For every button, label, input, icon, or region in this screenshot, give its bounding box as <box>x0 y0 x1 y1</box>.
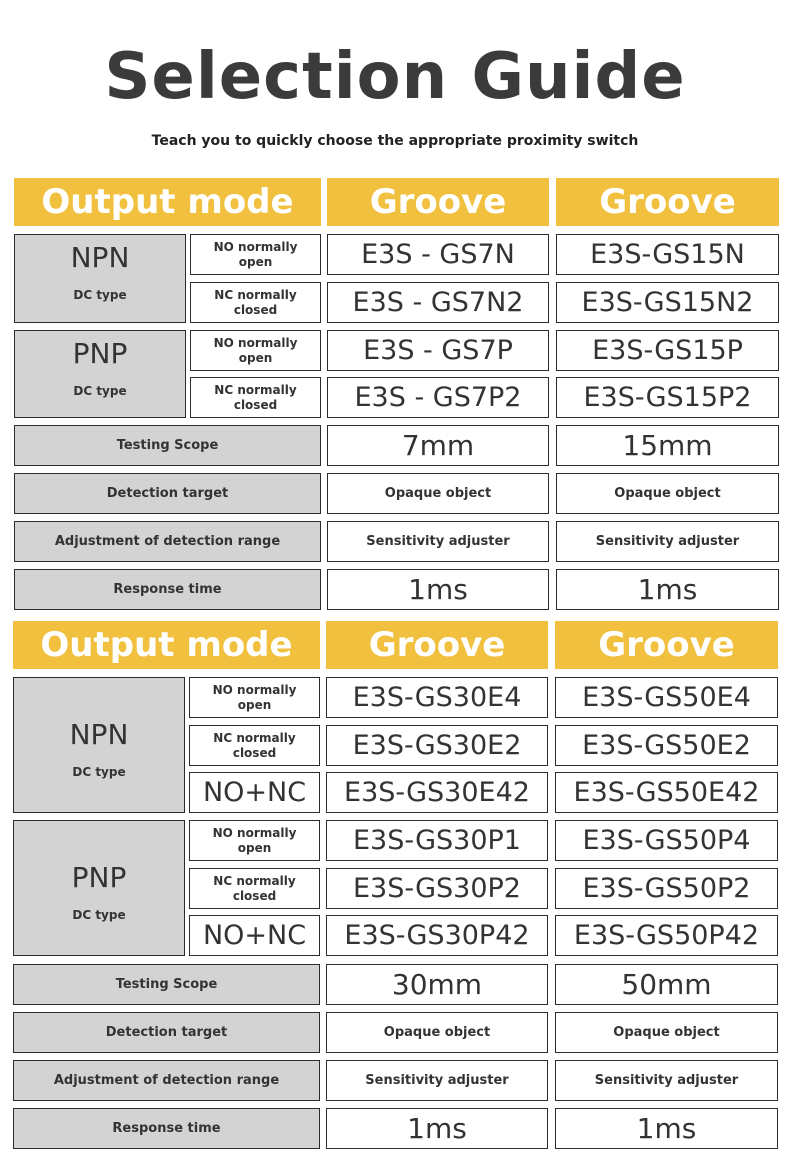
spec-value: Sensitivity adjuster <box>326 1060 548 1101</box>
spec-value: Opaque object <box>327 473 549 514</box>
mode-cell: NC normally closed <box>190 282 321 323</box>
spec-value: Sensitivity adjuster <box>555 1060 778 1101</box>
spec-value: 50mm <box>555 964 778 1005</box>
model-cell: E3S-GS30E2 <box>326 725 548 766</box>
mode-cell: NO normally open <box>190 234 321 275</box>
spec-value: 1ms <box>326 1108 548 1149</box>
npn-type-box <box>13 677 185 813</box>
spec-value: 1ms <box>556 569 779 610</box>
spec-label: Detection target <box>13 1012 320 1053</box>
model-cell: E3S-GS30P2 <box>326 868 548 909</box>
model-cell: E3S-GS15N <box>556 234 779 275</box>
mode-cell: NO normally open <box>189 677 320 718</box>
header-output-mode: Output mode <box>14 178 321 226</box>
model-cell: E3S-GS15P <box>556 330 779 371</box>
type-name: NPN <box>69 717 129 751</box>
mode-cell: NC normally closed <box>190 377 321 418</box>
spec-value: 15mm <box>556 425 779 466</box>
header-output-mode: Output mode <box>13 621 320 669</box>
spec-value: 1ms <box>555 1108 778 1149</box>
spec-label: Adjustment of detection range <box>13 1060 320 1101</box>
model-cell: E3S-GS15N2 <box>556 282 779 323</box>
model-cell: E3S-GS50E2 <box>555 725 778 766</box>
header-groove-col2: Groove <box>556 178 779 226</box>
spec-value: Sensitivity adjuster <box>327 521 549 562</box>
spec-value: Opaque object <box>555 1012 778 1053</box>
model-cell: E3S-GS15P2 <box>556 377 779 418</box>
model-cell: E3S - GS7P2 <box>327 377 549 418</box>
spec-value: 7mm <box>327 425 549 466</box>
type-sub: DC type <box>72 907 126 922</box>
model-cell: E3S-GS30P42 <box>326 915 548 956</box>
type-name: PNP <box>71 860 127 894</box>
type-name: PNP <box>72 337 128 370</box>
spec-label: Detection target <box>14 473 321 514</box>
type-name: NPN <box>70 241 130 274</box>
spec-label: Response time <box>14 569 321 610</box>
model-cell: E3S-GS50P2 <box>555 868 778 909</box>
spec-label: Response time <box>13 1108 320 1149</box>
page-title: Selection Guide <box>104 40 686 114</box>
model-cell: E3S - GS7P <box>327 330 549 371</box>
spec-value: 1ms <box>327 569 549 610</box>
mode-cell: NO+NC <box>189 772 320 813</box>
spec-label: Adjustment of detection range <box>14 521 321 562</box>
model-cell: E3S-GS50P4 <box>555 820 778 861</box>
model-cell: E3S-GS50E4 <box>555 677 778 718</box>
header-groove-col2: Groove <box>555 621 778 669</box>
mode-cell: NO normally open <box>190 330 321 371</box>
mode-cell: NO+NC <box>189 915 320 956</box>
model-cell: E3S-GS30E42 <box>326 772 548 813</box>
model-cell: E3S - GS7N2 <box>327 282 549 323</box>
spec-value: 30mm <box>326 964 548 1005</box>
mode-cell: NC normally closed <box>189 725 320 766</box>
spec-value: Opaque object <box>326 1012 548 1053</box>
model-cell: E3S-GS30E4 <box>326 677 548 718</box>
pnp-type-box <box>13 820 185 956</box>
type-sub: DC type <box>72 764 126 779</box>
spec-label: Testing Scope <box>14 425 321 466</box>
model-cell: E3S-GS50P42 <box>555 915 778 956</box>
pnp-type-box <box>14 330 186 418</box>
mode-cell: NC normally closed <box>189 868 320 909</box>
model-cell: E3S-GS50E42 <box>555 772 778 813</box>
model-cell: E3S - GS7N <box>327 234 549 275</box>
npn-type-box <box>14 234 186 323</box>
mode-cell: NO normally open <box>189 820 320 861</box>
type-sub: DC type <box>73 384 127 398</box>
spec-value: Opaque object <box>556 473 779 514</box>
header-groove-col1: Groove <box>327 178 549 226</box>
page-subtitle: Teach you to quickly choose the appropriate proximity switch <box>151 133 639 149</box>
model-cell: E3S-GS30P1 <box>326 820 548 861</box>
header-groove-col1: Groove <box>326 621 548 669</box>
type-sub: DC type <box>73 288 127 302</box>
spec-value: Sensitivity adjuster <box>556 521 779 562</box>
spec-label: Testing Scope <box>13 964 320 1005</box>
